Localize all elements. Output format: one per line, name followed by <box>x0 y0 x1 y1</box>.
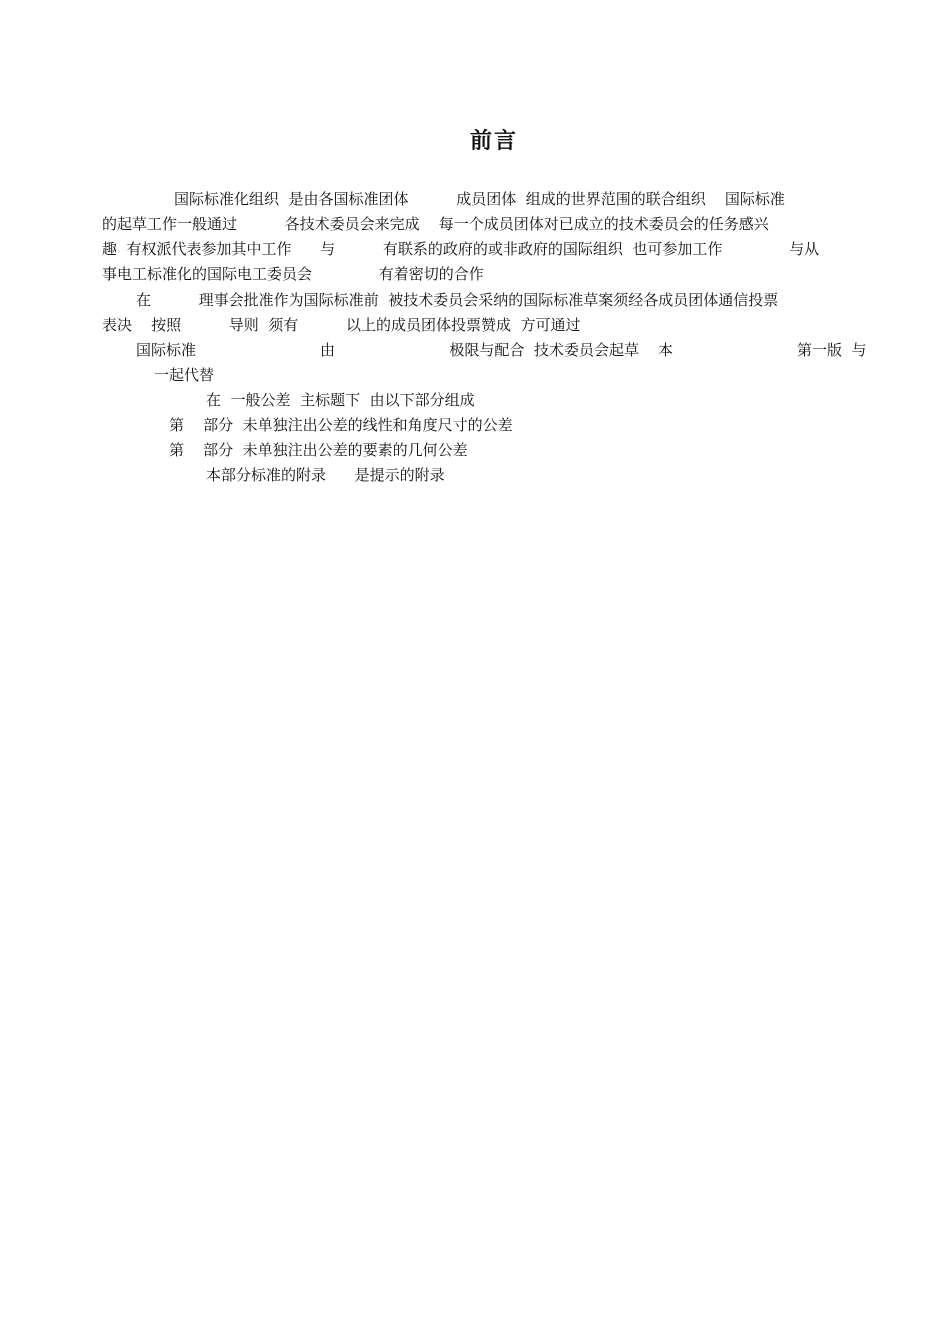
parts-intro: 在 一般公差 主标题下 由以下部分组成 <box>206 391 475 409</box>
part-2-item: 第 部分 未单独注出公差的要素的几何公差 <box>169 441 468 459</box>
paragraph-3-line-2: 一起代替 <box>154 366 215 384</box>
paragraph-3-line-1: 国际标准 由 极限与配合 技术委员会起草 本 第一版 与 <box>136 341 867 359</box>
paragraph-1-line-4: 事电工标准化的国际电工委员会 有着密切的合作 <box>102 265 484 283</box>
paragraph-2-line-2: 表决 按照 导则 须有 以上的成员团体投票赞成 方可通过 <box>102 316 581 334</box>
paragraph-2-line-1: 在 理事会批准作为国际标准前 被技术委员会采纳的国际标准草案须经各成员团体通信投票 <box>136 291 779 309</box>
paragraph-1-line-3: 趣 有权派代表参加其中工作 与 有联系的政府的或非政府的国际组织 也可参加工作 与从 <box>102 240 820 258</box>
part-1-item: 第 部分 未单独注出公差的线性和角度尺寸的公差 <box>169 416 513 434</box>
paragraph-1-line-1: 国际标准化组织 是由各国标准团体 成员团体 组成的世界范围的联合组织 国际标准 <box>174 190 785 208</box>
page-title: 前言 <box>469 128 518 154</box>
paragraph-1-line-2: 的起草工作一般通过 各技术委员会来完成 每一个成员团体对已成立的技术委员会的任务感兴 <box>102 215 769 233</box>
appendix-note: 本部分标准的附录 是提示的附录 <box>206 466 445 484</box>
